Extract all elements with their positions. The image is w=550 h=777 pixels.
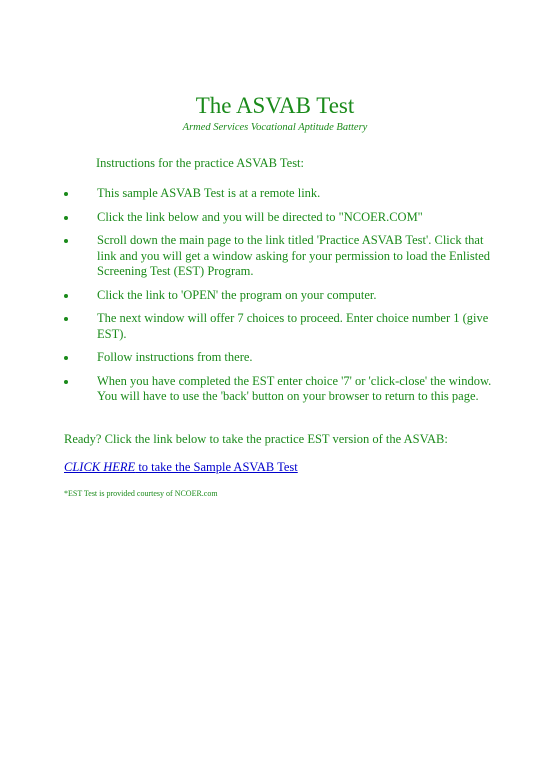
bullet-icon xyxy=(64,192,68,196)
list-item xyxy=(64,288,494,304)
sample-test-link[interactable] xyxy=(64,460,298,474)
list-item-text: This sample ASVAB Test is at a remote link. xyxy=(97,186,321,200)
page-title: The ASVAB Test xyxy=(195,93,355,118)
bullet-icon xyxy=(64,239,68,243)
list-item xyxy=(64,350,494,366)
list-item xyxy=(64,311,494,342)
list-item xyxy=(64,210,494,226)
list-item xyxy=(64,186,494,202)
bullet-icon xyxy=(64,380,68,384)
bullet-icon xyxy=(64,294,68,298)
list-item-text: Click the link to 'OPEN' the program on your computer. xyxy=(97,287,377,302)
list-item-text: When you have completed the EST enter choice '7' or 'click-close' the window. You will have to use the 'back' button on your browser to return to this page. xyxy=(97,373,492,403)
list-item-text: The next window will offer 7 choices to proceed. Enter choice number 1 (give EST). xyxy=(97,311,489,341)
cta-line xyxy=(64,459,298,475)
credit-note: *EST Test is provided courtesy of NCOER.com xyxy=(64,489,218,498)
list-item xyxy=(64,374,494,405)
page-subtitle: Armed Services Vocational Aptitude Battery xyxy=(182,122,368,133)
bullet-icon xyxy=(64,216,68,220)
list-item xyxy=(64,233,494,280)
ready-prompt: Ready? Click the link below to take the practice EST version of the ASVAB: xyxy=(64,432,448,446)
bullet-icon xyxy=(64,317,68,321)
list-item-text: Follow instructions from there. xyxy=(97,350,253,364)
list-item-text: Click the link below and you will be directed to "NCOER.COM" xyxy=(97,209,423,224)
instructions-heading: Instructions for the practice ASVAB Test: xyxy=(96,156,305,170)
instructions-list xyxy=(64,186,494,413)
list-item-text: Scroll down the main page to the link titled 'Practice ASVAB Test'. Click that link and you will get a window asking for your permission to load the Enlisted Screening Test (EST) Program. xyxy=(97,233,490,278)
link-text[interactable]: to take the Sample ASVAB Test xyxy=(135,460,298,474)
link-emphasis[interactable]: CLICK HERE xyxy=(64,460,136,474)
bullet-icon xyxy=(64,356,68,360)
